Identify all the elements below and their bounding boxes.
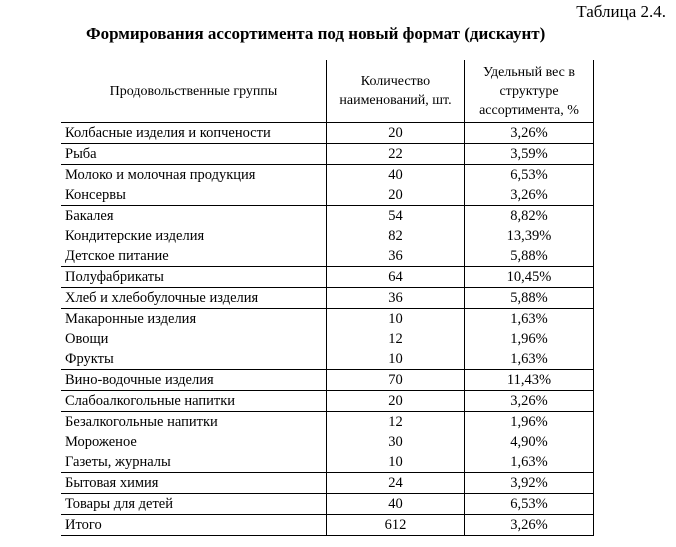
- table-row: [61, 349, 594, 370]
- cell-group: Бакалея: [61, 206, 327, 227]
- cell-group: Детское питание: [65, 247, 169, 264]
- cell-group: Полуфабрикаты: [61, 267, 327, 288]
- cell-group: Бытовая химия: [61, 473, 327, 494]
- cell-share: 1,63%: [465, 452, 594, 473]
- header-share: Удельный вес в структуре ассортимента, %: [465, 60, 594, 123]
- cell-group: Колбасные изделия и копчености: [61, 123, 327, 144]
- cell-share: 3,26%: [465, 185, 594, 206]
- cell-share: 3,59%: [465, 144, 594, 165]
- cell-qty: 20: [327, 185, 465, 206]
- table-row: [61, 309, 594, 330]
- table-row: [61, 412, 594, 433]
- cell-qty: 20: [327, 123, 465, 144]
- table-row: [61, 246, 594, 267]
- cell-share: 13,39%: [465, 226, 594, 246]
- table-title: Формирования ассортимента под новый формат (дискаунт): [86, 24, 546, 43]
- cell-qty: 36: [327, 288, 465, 309]
- cell-group: Газеты, журналы: [65, 453, 171, 470]
- table-row: [61, 206, 594, 227]
- table-row: [61, 165, 594, 186]
- table-row: [61, 144, 594, 165]
- cell-share: 6,53%: [465, 494, 594, 515]
- cell-share: 3,92%: [465, 473, 594, 494]
- cell-group: Слабоалкогольные напитки: [61, 391, 327, 412]
- cell-qty: 10: [327, 309, 465, 330]
- cell-qty: 12: [327, 329, 465, 349]
- cell-share: 1,96%: [465, 329, 594, 349]
- table-row: [61, 370, 594, 391]
- header-group: Продовольственные группы: [61, 60, 327, 123]
- cell-group: Кондитерские изделия: [65, 227, 205, 244]
- cell-group: Фрукты: [65, 350, 114, 367]
- cell-qty: 64: [327, 267, 465, 288]
- cell-group: Молоко и молочная продукция: [61, 165, 327, 186]
- table-row: [61, 123, 594, 144]
- cell-qty: 70: [327, 370, 465, 391]
- cell-group: Овощи: [65, 330, 109, 347]
- cell-share: 4,90%: [465, 432, 594, 452]
- table-row: [61, 452, 594, 473]
- cell-group: Рыба: [61, 144, 327, 165]
- table-row: [61, 473, 594, 494]
- table-row: [61, 494, 594, 515]
- table-number-label: Таблица 2.4.: [576, 2, 666, 21]
- cell-share: 3,26%: [465, 123, 594, 144]
- cell-group: Товары для детей: [61, 494, 327, 515]
- cell-share: 11,43%: [465, 370, 594, 391]
- cell-group: Хлеб и хлебобулочные изделия: [61, 288, 327, 309]
- table-row: [61, 329, 594, 349]
- cell-qty: 30: [327, 432, 465, 452]
- header-qty: Количество наименований, шт.: [327, 60, 465, 123]
- cell-share: 3,26%: [465, 391, 594, 412]
- table-row: [61, 391, 594, 412]
- cell-share: 10,45%: [465, 267, 594, 288]
- cell-group: Консервы: [65, 186, 126, 203]
- cell-qty: 40: [327, 494, 465, 515]
- cell-qty: 612: [327, 515, 465, 536]
- table-row: [61, 432, 594, 452]
- table-row: [61, 226, 594, 246]
- cell-qty: 22: [327, 144, 465, 165]
- cell-share: 8,82%: [465, 206, 594, 227]
- cell-qty: 40: [327, 165, 465, 186]
- cell-group: Макаронные изделия: [61, 309, 327, 330]
- cell-share: 1,63%: [465, 349, 594, 370]
- cell-share: 1,63%: [465, 309, 594, 330]
- cell-share: 5,88%: [465, 288, 594, 309]
- cell-share: 3,26%: [465, 515, 594, 536]
- cell-share: 5,88%: [465, 246, 594, 267]
- cell-qty: 12: [327, 412, 465, 433]
- cell-qty: 54: [327, 206, 465, 227]
- cell-qty: 36: [327, 246, 465, 267]
- assortment-table: [61, 60, 594, 536]
- cell-group: Безалкогольные напитки: [61, 412, 327, 433]
- cell-group: Итого: [61, 515, 327, 536]
- cell-share: 1,96%: [465, 412, 594, 433]
- cell-qty: 24: [327, 473, 465, 494]
- cell-group: Мороженое: [65, 433, 137, 450]
- table-total-row: [61, 515, 594, 536]
- cell-qty: 10: [327, 452, 465, 473]
- table-row: [61, 267, 594, 288]
- table-row: [61, 288, 594, 309]
- table-row: [61, 185, 594, 206]
- cell-qty: 10: [327, 349, 465, 370]
- cell-group: Вино-водочные изделия: [61, 370, 327, 391]
- cell-qty: 20: [327, 391, 465, 412]
- cell-share: 6,53%: [465, 165, 594, 186]
- cell-qty: 82: [327, 226, 465, 246]
- table-header-row: [61, 60, 594, 123]
